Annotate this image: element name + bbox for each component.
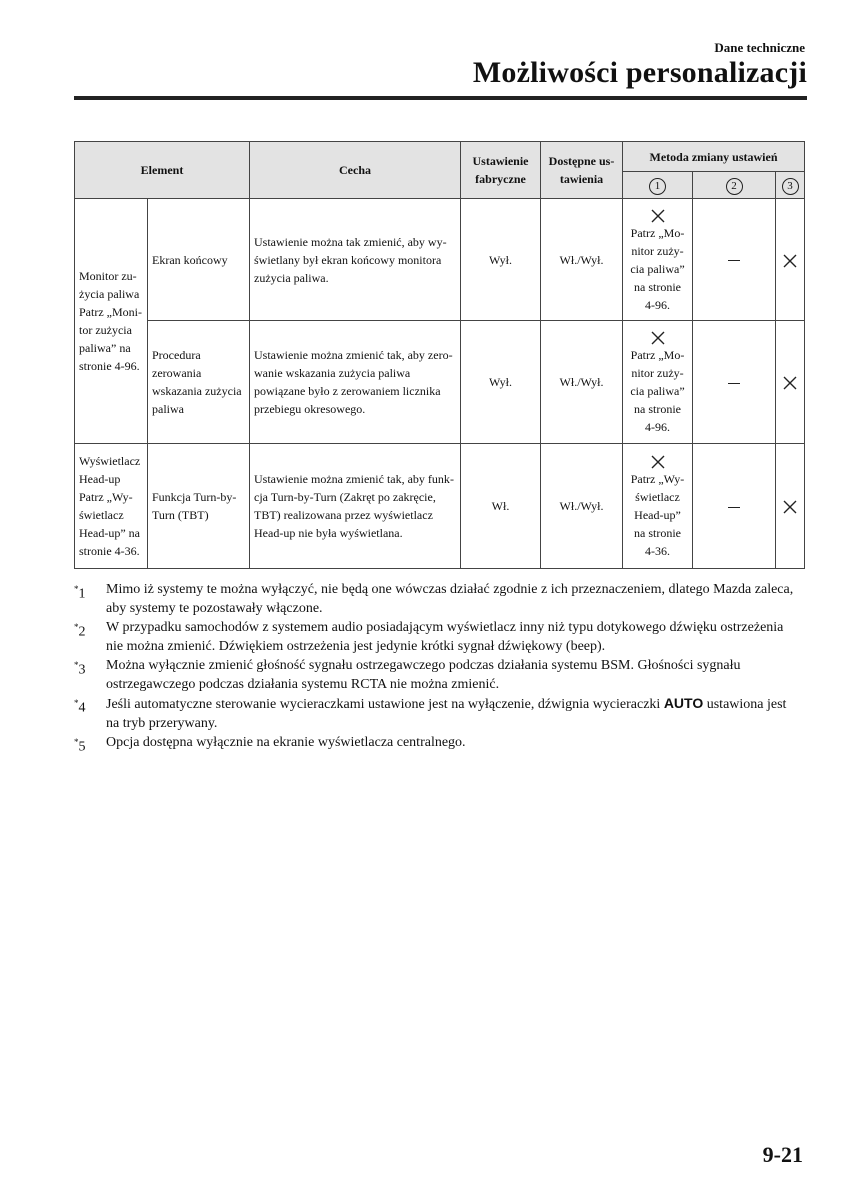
feature-cell: Ustawienie można zmienić tak, aby zerowanie wskazania zużycia paliwa powiązane było z zerowaniem licznika przebiegu okresowego. (250, 321, 461, 444)
auto-label: AUTO (663, 695, 704, 711)
header-method-1 (623, 172, 693, 199)
footnote (74, 656, 794, 694)
footnote-mark: *4 (74, 698, 86, 716)
header-available-settings: Dostępne us- tawienia (541, 142, 623, 199)
customization-table (74, 141, 805, 569)
available-settings-cell: Wł./Wył. (541, 199, 623, 321)
footnote-text: Mimo iż systemy te można wyłączyć, nie będą one wówczas działać zgodnie z ich przeznaczeniem, dlatego Mazda zaleca, aby systemy te pozostawały włączone. (106, 582, 794, 616)
element-cell: Monitor zu- życia paliwa Patrz „Moni- tor zużycia paliwa” na stronie 4-96. (75, 199, 148, 444)
cross-icon (782, 253, 798, 269)
header-change-method: Metoda zmiany ustawień (623, 142, 805, 172)
header-method-3 (776, 172, 805, 199)
table-row (75, 321, 805, 444)
footnote (74, 694, 794, 733)
sub-element-cell: Funkcja Turn-by-Turn (TBT) (148, 444, 250, 569)
dash-icon (728, 260, 740, 261)
element-cell: Wyświetlacz Head-up Patrz „Wy- świetlacz Head-up” na stronie 4-36. (75, 444, 148, 569)
footnote-mark: *3 (74, 660, 86, 678)
footnote-text: W przypadku samochodów z systemem audio posiadającym wyświetlacz inny niż typu dotykowego dźwięku ostrzeżenia nie można zmienić. Dźwiękiem ostrzeżenia jest jedynie krótki sygnał dźwiękowy (beep). (106, 620, 784, 654)
footnote (74, 580, 794, 618)
feature-cell: Ustawienie można tak zmienić, aby wyświetlany był ekran końcowy monitora zużycia paliwa. (250, 199, 461, 321)
sub-element-cell: Ekran końcowy (148, 199, 250, 321)
header-method-2 (693, 172, 776, 199)
circled-number-3: 3 (782, 178, 799, 195)
method-2-cell (693, 444, 776, 569)
cross-icon (782, 375, 798, 391)
dash-icon (728, 383, 740, 384)
page-title: Możliwości personalizacji (472, 56, 807, 89)
dash-icon (728, 507, 740, 508)
cross-icon (782, 499, 798, 515)
cross-icon (650, 330, 666, 346)
available-settings-cell: Wł./Wył. (541, 444, 623, 569)
footnote-text: Można wyłącznie zmienić głośność sygnału ostrzegawczego podczas działania systemu BSM. Głośności sygnału ostrzegawczego podczas działania systemu RCTA nie można zmienić. (106, 658, 741, 692)
method-1-cell: Patrz „Mo- nitor zuży- cia paliwa” na stronie 4-96. (623, 199, 693, 321)
method-2-cell (693, 321, 776, 444)
header-feature: Cecha (250, 142, 461, 199)
cross-icon (650, 208, 666, 224)
factory-setting-cell: Wł. (461, 444, 541, 569)
method-3-cell (776, 321, 805, 444)
footnote (74, 618, 794, 656)
footnote (74, 733, 794, 755)
footnotes (74, 580, 794, 755)
available-settings-cell: Wł./Wył. (541, 321, 623, 444)
title-rule (74, 96, 807, 100)
footnote-mark: *2 (74, 622, 86, 640)
table-row (75, 444, 805, 569)
cross-icon (650, 454, 666, 470)
method-3-cell (776, 199, 805, 321)
factory-setting-cell: Wył. (461, 199, 541, 321)
page-number: 9-21 (762, 1142, 803, 1167)
factory-setting-cell: Wył. (461, 321, 541, 444)
circled-number-1: 1 (649, 178, 666, 195)
method-1-cell: Patrz „Mo- nitor zuży- cia paliwa” na stronie 4-96. (623, 321, 693, 444)
method-2-cell (693, 199, 776, 321)
footnote-mark: *1 (74, 584, 86, 602)
method-1-cell: Patrz „Wy- świetlacz Head-up” na stronie 4-36. (623, 444, 693, 569)
sub-element-cell: Procedura zerowania wskazania zużycia paliwa (148, 321, 250, 444)
footnote-text: Jeśli automatyczne sterowanie wycieraczkami ustawione jest na wyłączenie, dźwignia wycieraczki AUTO ustawiona jest na tryb przerywany. (106, 695, 787, 731)
section-label: Dane techniczne (714, 40, 805, 55)
table-row (75, 199, 805, 321)
method-3-cell (776, 444, 805, 569)
footnote-text: Opcja dostępna wyłącznie na ekranie wyświetlacza centralnego. (106, 735, 466, 750)
feature-cell: Ustawienie można zmienić tak, aby funkcja Turn-by-Turn (Zakręt po zakręcie, TBT) realizowana przez wyświetlacz Head-up nie była wyświetlana. (250, 444, 461, 569)
header-factory-setting: Ustawienie fabryczne (461, 142, 541, 199)
circled-number-2: 2 (726, 178, 743, 195)
footnote-mark: *5 (74, 737, 86, 755)
header-element: Element (75, 142, 250, 199)
